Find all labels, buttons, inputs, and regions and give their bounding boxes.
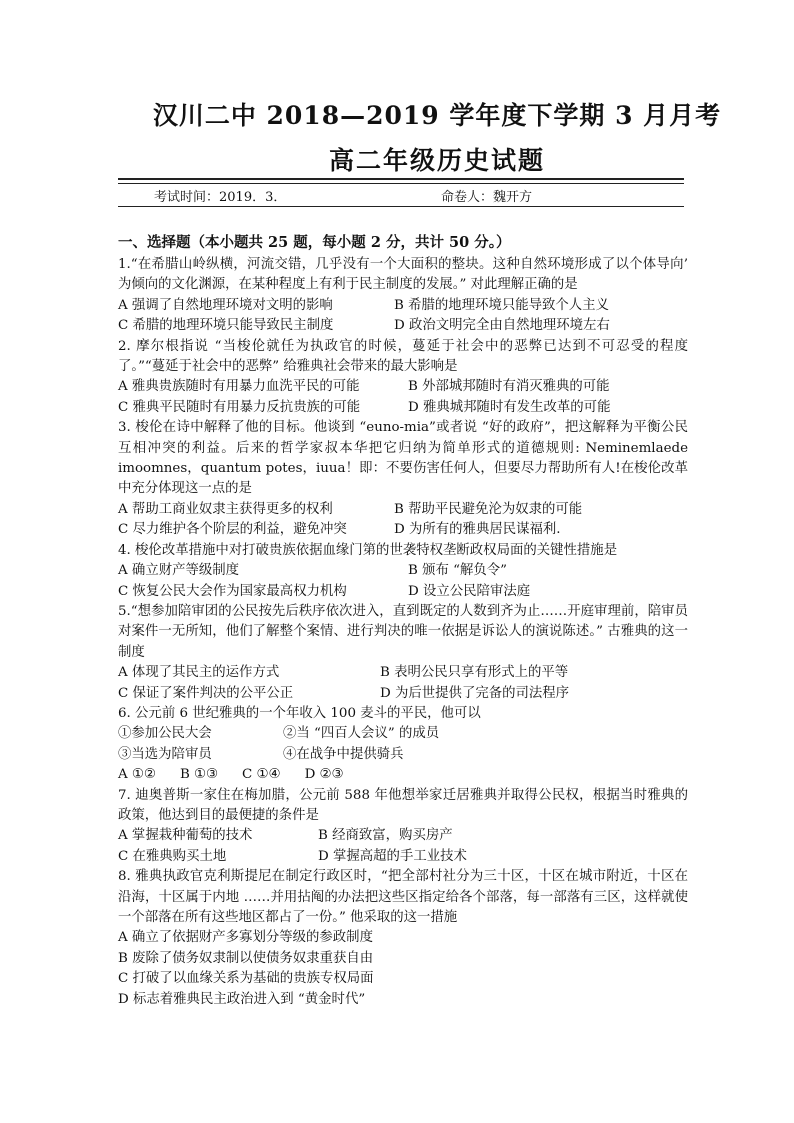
option-d: D 为后世提供了完备的司法程序 xyxy=(380,685,570,701)
option-d: D 雅典城邦随时有发生改革的可能 xyxy=(408,399,611,415)
option-b: B 表明公民只享有形式上的平等 xyxy=(380,665,569,681)
option-c: C 保证了案件判决的公平公正 xyxy=(118,685,294,701)
question-1 xyxy=(118,255,688,337)
option-b: B 希腊的地理环境只能导致个人主义 xyxy=(394,297,609,313)
exam-author: 命卷人：魏开方 xyxy=(441,190,533,205)
question-stem: 6. 公元前 6 世纪雅典的一个年收入 100 麦斗的平民，他可以 xyxy=(118,705,481,721)
header-rule-top xyxy=(118,178,684,180)
question-stem: 1.“在希腊山岭纵横，河流交错，几乎没有一个大面积的整块。这种自然环境形成了以个体导向’ 为倾向的文化渊源，在某种程度上有利于民主制度的发展。” 对此理解正确的是 xyxy=(118,257,688,293)
option-d: D 政治文明完全由自然地理环境左右 xyxy=(394,318,610,334)
option-c: C ①④ xyxy=(242,767,281,783)
option-d: D 设立公民陪审法庭 xyxy=(408,583,531,599)
option-c: C 恢复公民大会作为国家最高权力机构 xyxy=(118,583,347,599)
option-b: B 废除了债务奴隶制以使债务奴隶重获自由 xyxy=(118,950,374,966)
option-a: A 强调了自然地理环境对文明的影响 xyxy=(118,297,333,313)
exam-time: 考试时间：2019．3． xyxy=(154,190,287,205)
section-title: 一、选择题（本小题共 25 题，每小题 2 分，共计 50 分。） xyxy=(118,234,511,251)
option-c: C 雅典平民随时有用暴力反抗贵族的可能 xyxy=(118,399,361,415)
option-a: A ①② xyxy=(118,767,156,783)
exam-title: 汉川二中 2018—2019 学年度下学期 3 月月考 xyxy=(152,101,722,130)
question-stem: 3. 梭伦在诗中解释了他的目标。他谈到 “euno-mia”或者说 “好的政府”，把这解释为平衡公民互相冲突的利益。后来的哲学家叔本华把它归纳为简单形式的道德规则: Neminemlaede imoomnes，quantum potes，iuua！即：不要伤害任何人，但要尽力帮助所有人!在梭伦改革中充分体现这一点的是 xyxy=(118,420,688,497)
question-stem: 7. 迪奥普斯一家住在梅加腊，公元前 588 年他想举家迁居雅典并取得公民权，根据当时雅典的政策，他达到目的最便捷的条件是 xyxy=(118,787,688,823)
question-6 xyxy=(118,704,688,786)
option-a: A 掌握栽种葡萄的技术 xyxy=(118,828,253,844)
statement-2: ②当 “四百人会议” 的成员 xyxy=(283,726,440,742)
question-4 xyxy=(118,541,688,602)
option-d: D 标志着雅典民主政治进入到 “黄金时代” xyxy=(118,991,366,1007)
header-rule-top-thin xyxy=(118,183,684,184)
exam-subtitle: 高二年级历史试题 xyxy=(328,146,545,175)
question-5 xyxy=(118,602,688,704)
option-b: B ①③ xyxy=(179,767,219,783)
option-c: C 尽力维护各个阶层的利益，避免冲突 xyxy=(118,522,347,538)
option-a: A 确立财产等级制度 xyxy=(118,563,240,579)
statement-3: ③当选为陪审员 xyxy=(118,746,212,762)
option-c: C 希腊的地理环境只能导致民主制度 xyxy=(118,318,334,334)
option-b: B 帮助平民避免沦为奴隶的可能 xyxy=(394,501,583,517)
option-c: C 在雅典购买土地 xyxy=(118,848,227,864)
option-c: C 打破了以血缘关系为基础的贵族专权局面 xyxy=(118,971,374,987)
question-stem: 2. 摩尔根指说 “当梭伦就任为执政官的时候，蔓延于社会中的恶弊已达到不可忍受的程度了。”“蔓延于社会中的恶弊” 给雅典社会带来的最大影响是 xyxy=(118,338,688,375)
option-b: B 外部城邦随时有消灭雅典的可能 xyxy=(408,379,610,395)
question-3 xyxy=(118,418,688,540)
question-stem: 4. 梭伦改革措施中对打破贵族依据血缘门第的世袭特权垄断政权局面的关键性措施是 xyxy=(118,542,618,558)
question-8 xyxy=(118,867,688,1010)
question-stem: 8. 雅典执政官克利斯提尼在制定行政区时，“把全部村社分为三十区，十区在城市附近，十区在沿海，十区属于内地 ……并用拈阄的办法把这些区指定给各个部落，每一部落有三区，这样就使一个部落在所有这些地区都占了一份。” 他采取的这一措施 xyxy=(118,869,688,925)
header-rule-bottom xyxy=(118,206,684,207)
statement-1: ①参加公民大会 xyxy=(118,726,212,742)
option-d: D 为所有的雅典居民谋福利. xyxy=(394,522,561,538)
question-7 xyxy=(118,786,688,868)
statement-4: ④在战争中提供骑兵 xyxy=(283,746,404,762)
option-a: A 帮助工商业奴隶主获得更多的权利 xyxy=(118,501,333,517)
option-d: D ②③ xyxy=(304,767,344,783)
question-body xyxy=(118,232,688,1010)
option-d: D 掌握高超的手工业技术 xyxy=(318,848,467,864)
question-stem: 5.“想参加陪审团的公民按先后秩序依次进入，直到既定的人数到齐为止……开庭审理前，陪审员对案件一无所知，他们了解整个案情、进行判决的唯一依据是诉讼人的演说陈述。” 古雅典的这一制度 xyxy=(118,603,688,660)
option-a: A 体现了其民主的运作方式 xyxy=(118,665,280,681)
question-2 xyxy=(118,337,688,419)
option-b: B 颁布 “解负令” xyxy=(408,563,507,579)
option-a: A 雅典贵族随时有用暴力血洗平民的可能 xyxy=(118,379,360,395)
option-b: B 经商致富，购买房产 xyxy=(318,828,453,844)
option-a: A 确立了依据财产多寡划分等级的参政制度 xyxy=(118,930,373,946)
